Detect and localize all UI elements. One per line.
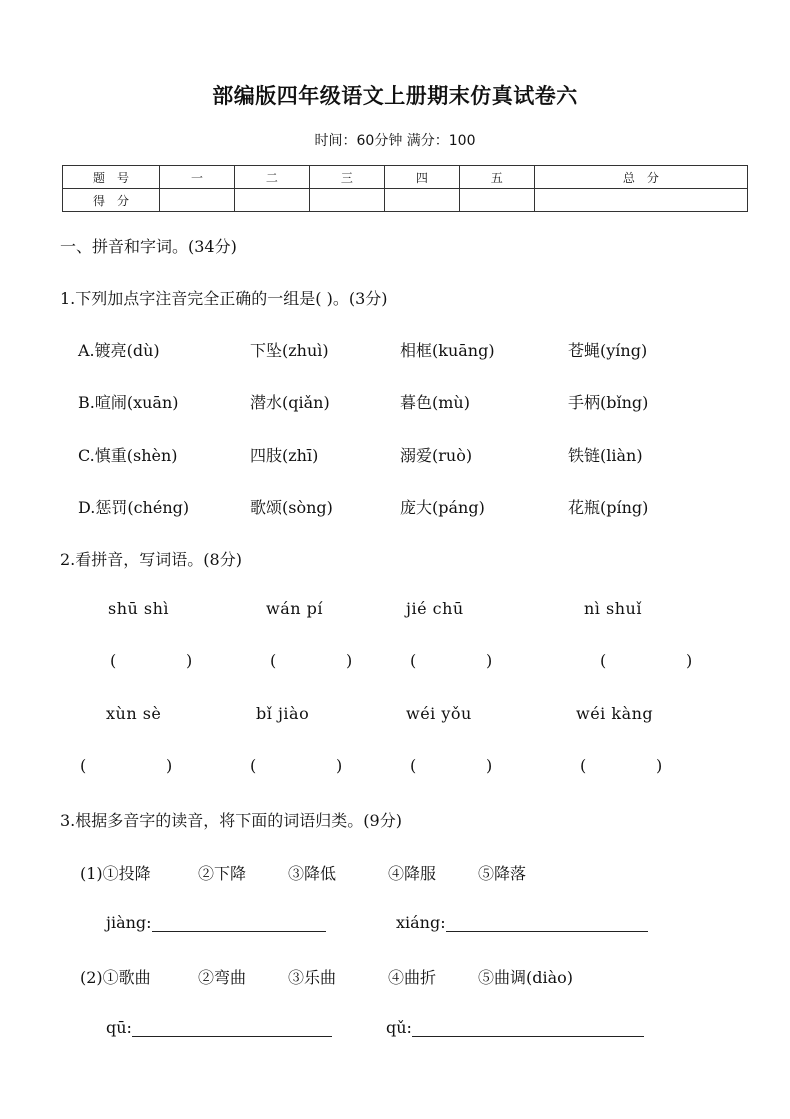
paren-open: ( xyxy=(410,651,417,670)
pinyin-prompt: wéi yǒu xyxy=(406,704,472,723)
pinyin-prompt: shū shì xyxy=(108,599,170,618)
group-1-first-word: (1)①投降 xyxy=(80,864,151,883)
group-1-word: ④降服 xyxy=(388,864,437,883)
reading-qu1-label xyxy=(106,1018,332,1037)
exam-time-score: 时间：60分钟 满分：100 xyxy=(314,133,476,149)
score-table-score-row xyxy=(63,189,748,212)
answer-line[interactable] xyxy=(446,915,648,932)
score-table-cell: 四 xyxy=(384,166,459,189)
answer-line[interactable] xyxy=(412,1020,644,1037)
option-b-item[interactable]: B.喧闹(xuān) xyxy=(78,393,179,412)
pinyin-prompt: wán pí xyxy=(266,599,323,618)
score-table-cell: 总 分 xyxy=(534,166,747,189)
answer-line[interactable] xyxy=(132,1020,332,1037)
paren-close: ) xyxy=(486,756,493,775)
group-2-word: ④曲折 xyxy=(388,968,437,987)
question-3-prompt: 3.根据多音字的读音，将下面的词语归类。(9分) xyxy=(60,811,402,830)
paren-open: ( xyxy=(270,651,277,670)
group-1-word: ②下降 xyxy=(198,864,247,883)
score-input-cell[interactable] xyxy=(384,189,459,212)
score-table xyxy=(62,165,748,212)
option-d-item: 花瓶(píng) xyxy=(568,498,649,517)
option-a-item[interactable]: A.镀亮(dù) xyxy=(78,341,160,360)
option-a-item: 相框(kuāng) xyxy=(400,341,495,360)
score-table-cell: 题 号 xyxy=(63,166,160,189)
option-d-item[interactable]: D.惩罚(chéng) xyxy=(78,498,190,517)
group-2-first-word: (2)①歌曲 xyxy=(80,968,151,987)
reading-label: qǔ: xyxy=(386,1018,412,1037)
pinyin-prompt: wéi kàng xyxy=(576,704,654,723)
pinyin-prompt: bǐ jiào xyxy=(256,704,310,723)
score-input-cell[interactable] xyxy=(534,189,747,212)
reading-label: xiáng: xyxy=(396,913,446,932)
answer-line[interactable] xyxy=(152,915,326,932)
score-table-row-label: 得 分 xyxy=(63,189,160,212)
reading-qu3-label xyxy=(386,1018,644,1037)
score-input-cell[interactable] xyxy=(234,189,309,212)
score-input-cell[interactable] xyxy=(309,189,384,212)
option-c-item[interactable]: C.慎重(shèn) xyxy=(78,446,178,465)
paren-open: ( xyxy=(600,651,607,670)
question-2-prompt: 2.看拼音，写词语。(8分) xyxy=(60,550,242,569)
paren-open: ( xyxy=(410,756,417,775)
score-table-header-row xyxy=(63,166,748,189)
score-input-cell[interactable] xyxy=(459,189,534,212)
option-a-item: 苍蝇(yíng) xyxy=(568,341,648,360)
paren-close: ) xyxy=(686,651,693,670)
paren-close: ) xyxy=(186,651,193,670)
option-d-item: 歌颂(sòng) xyxy=(250,498,333,517)
score-input-cell[interactable] xyxy=(160,189,235,212)
group-2-word: ⑤曲调(diào) xyxy=(478,968,574,987)
reading-label: qū: xyxy=(106,1018,132,1037)
option-c-item: 四肢(zhī) xyxy=(250,446,319,465)
score-table-cell: 二 xyxy=(234,166,309,189)
score-table-cell: 三 xyxy=(309,166,384,189)
group-1-word: ③降低 xyxy=(288,864,337,883)
reading-jiang-label xyxy=(106,913,326,932)
option-b-item: 潜水(qiǎn) xyxy=(250,393,330,412)
exam-title: 部编版四年级语文上册期末仿真试卷六 xyxy=(212,84,578,108)
group-1-word: ⑤降落 xyxy=(478,864,527,883)
paren-open: ( xyxy=(110,651,117,670)
paren-close: ) xyxy=(336,756,343,775)
paren-close: ) xyxy=(346,651,353,670)
option-c-item: 铁链(liàn) xyxy=(568,446,643,465)
paren-close: ) xyxy=(486,651,493,670)
option-c-item: 溺爱(ruò) xyxy=(400,446,473,465)
group-2-word: ②弯曲 xyxy=(198,968,247,987)
option-a-item: 下坠(zhuì) xyxy=(250,341,329,360)
group-2-word: ③乐曲 xyxy=(288,968,337,987)
paren-open: ( xyxy=(80,756,87,775)
paren-close: ) xyxy=(166,756,173,775)
paren-open: ( xyxy=(250,756,257,775)
question-1-prompt: 1.下列加点字注音完全正确的一组是( )。(3分) xyxy=(60,289,388,308)
option-b-item: 暮色(mù) xyxy=(400,393,470,412)
reading-label: jiàng: xyxy=(106,913,152,932)
score-table-cell: 一 xyxy=(160,166,235,189)
section-heading: 一、拼音和字词。(34分) xyxy=(60,237,237,256)
pinyin-prompt: jié chū xyxy=(406,599,464,618)
reading-xiang-label xyxy=(396,913,648,932)
paren-open: ( xyxy=(580,756,587,775)
score-table-cell: 五 xyxy=(459,166,534,189)
pinyin-prompt: xùn sè xyxy=(106,704,162,723)
pinyin-prompt: nì shuǐ xyxy=(584,599,642,618)
option-d-item: 庞大(páng) xyxy=(400,498,485,517)
paren-close: ) xyxy=(656,756,663,775)
option-b-item: 手柄(bǐng) xyxy=(568,393,649,412)
